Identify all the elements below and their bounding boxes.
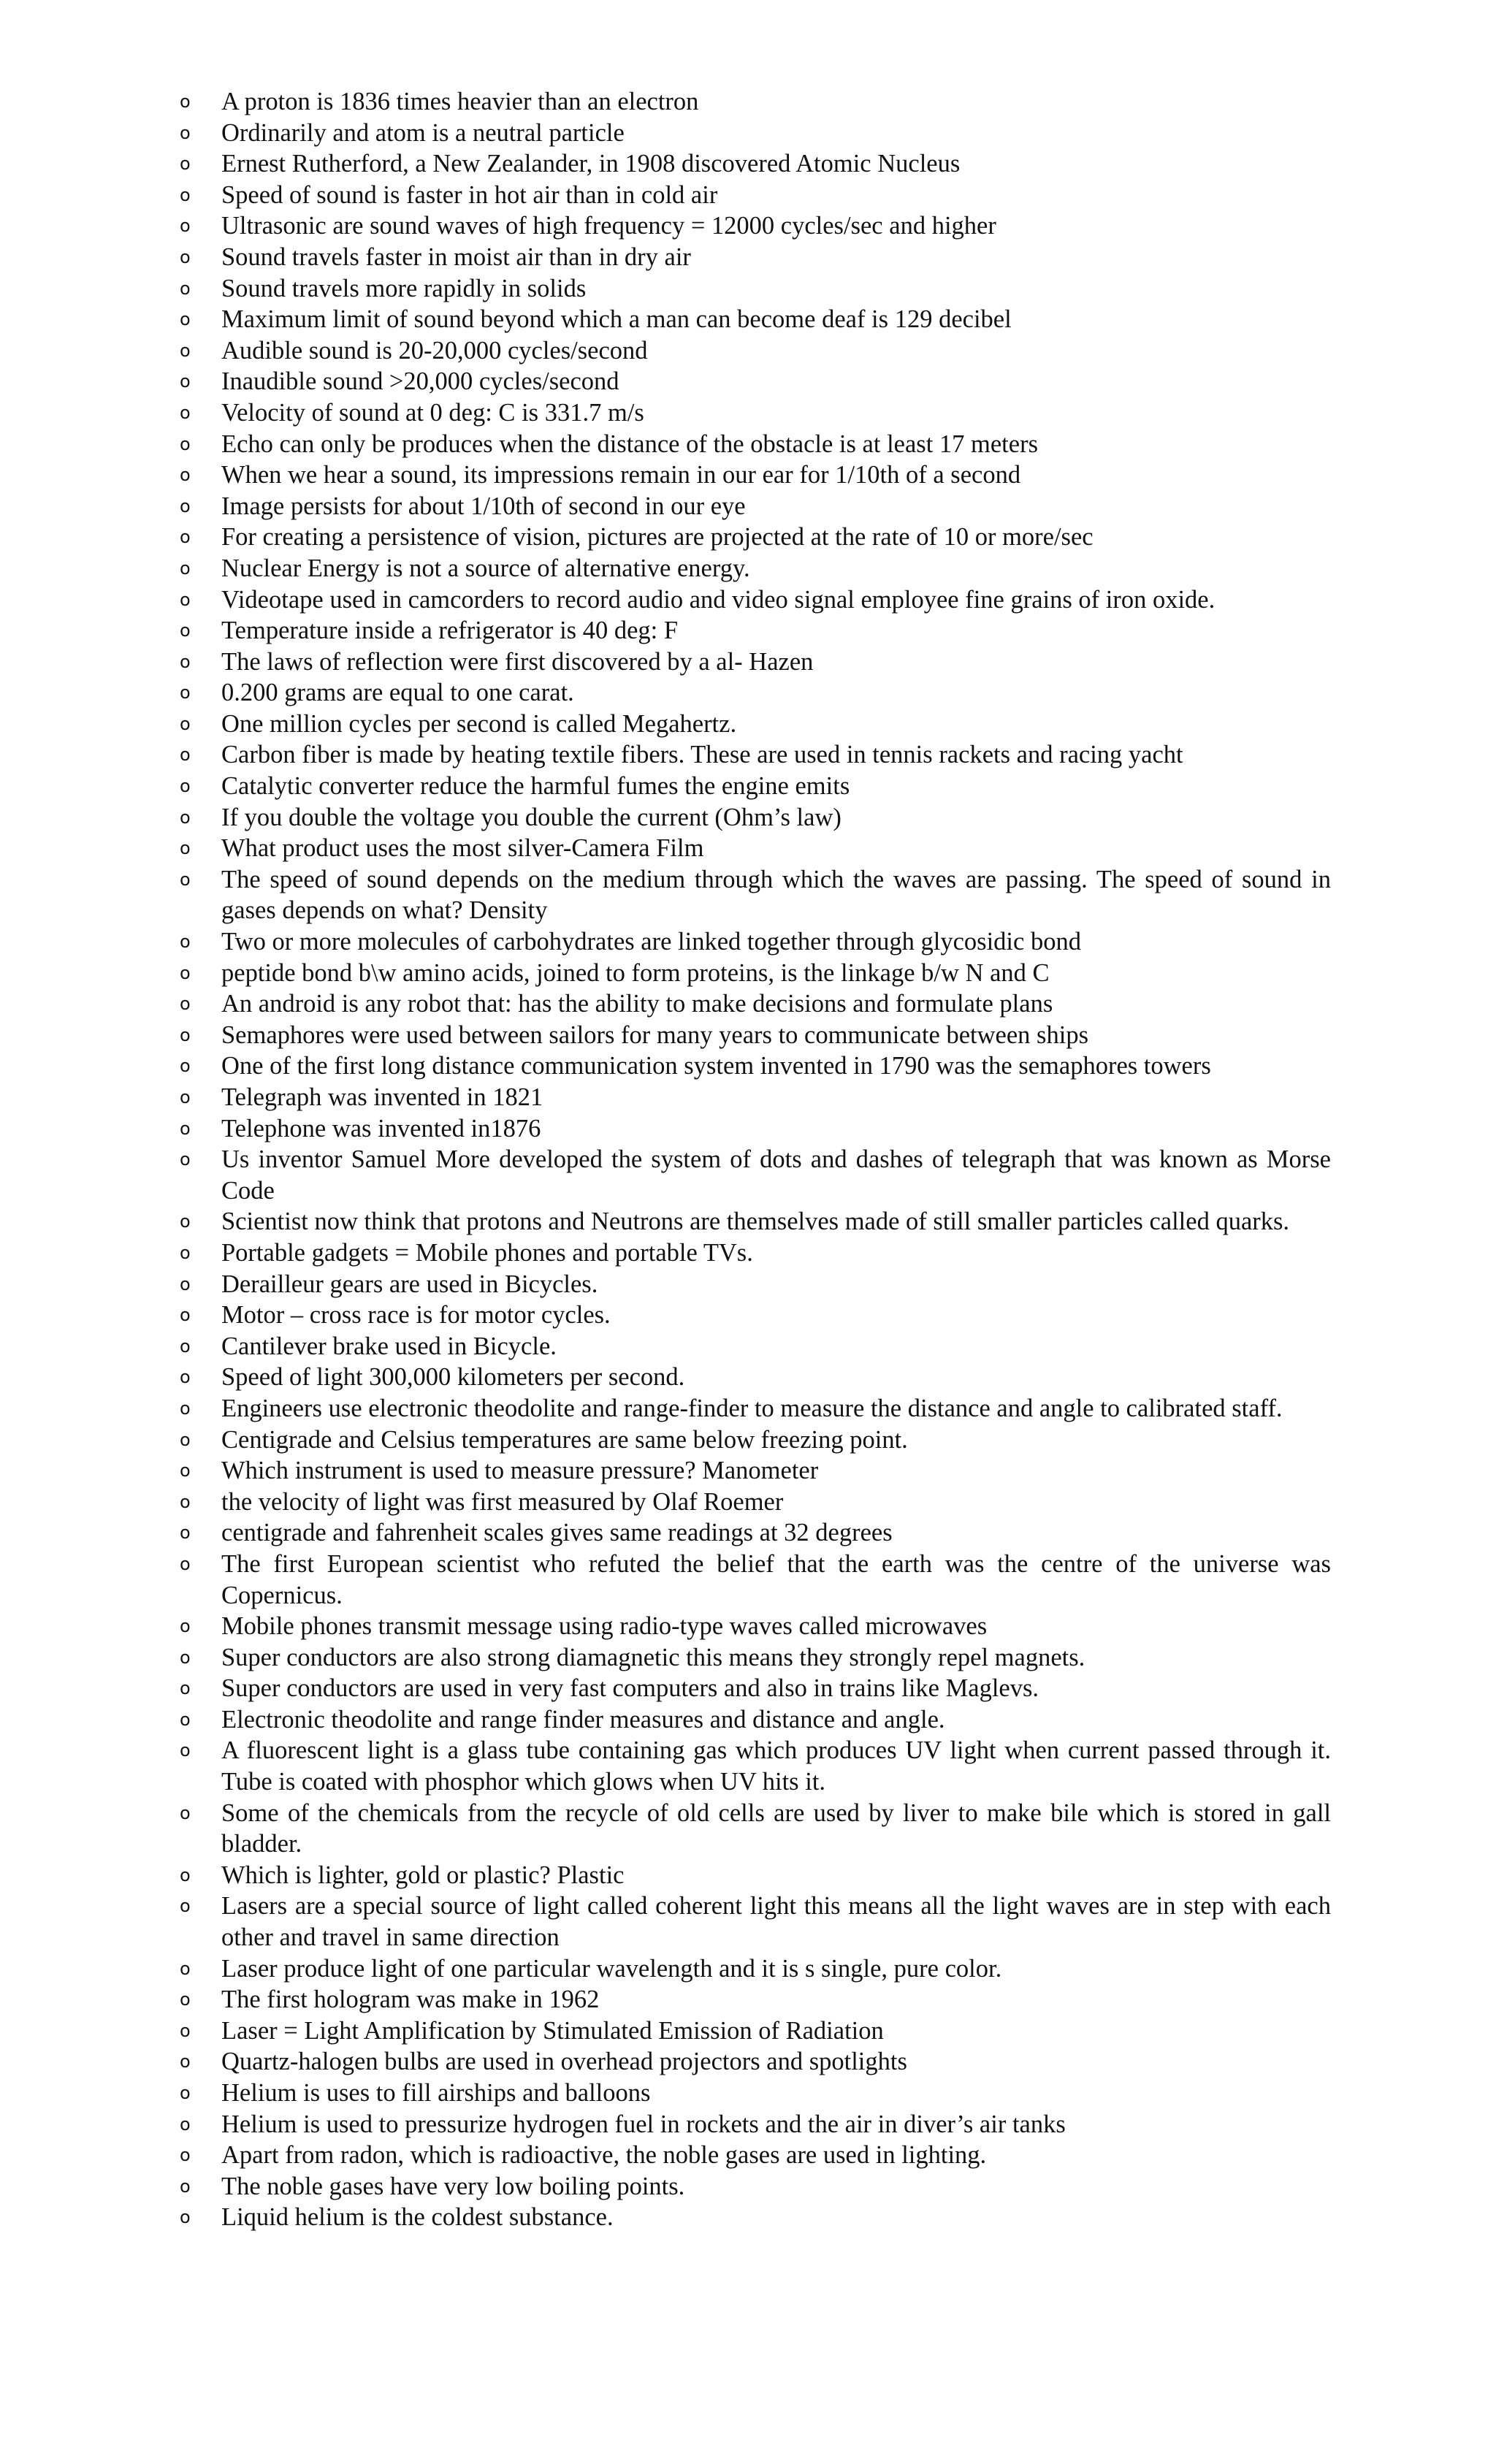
list-item-text: Velocity of sound at 0 deg: C is 331.7 m/s [221, 398, 644, 427]
list-item [180, 646, 1331, 678]
bullet-marker: o [180, 246, 191, 267]
list-item [180, 210, 1331, 242]
list-item-text: Super conductors are used in very fast computers and also in trains like Maglevs. [221, 1674, 1039, 1703]
list-item [180, 148, 1331, 180]
list-item-text: centigrade and fahrenheit scales gives same readings at 32 degrees [221, 1519, 893, 1547]
bullet-marker: o [180, 744, 191, 766]
list-item [180, 335, 1331, 367]
list-item-text: The noble gases have very low boiling points. [221, 2172, 685, 2200]
list-item-text: Engineers use electronic theodolite and range-finder to measure the distance and angle to calibrated staff. [221, 1394, 1283, 1422]
list-item [180, 1206, 1331, 1237]
list-item [180, 1269, 1331, 1300]
bullet-marker: o [180, 2020, 191, 2041]
list-item-text: Ordinarily and atom is a neutral particle [221, 118, 625, 147]
list-item-text: Laser produce light of one particular wavelength and it is s single, pure color. [221, 1954, 1002, 1983]
list-item-text: Telegraph was invented in 1821 [221, 1083, 543, 1111]
list-item [180, 1331, 1331, 1362]
list-item-text: Videotape used in camcorders to record audio and video signal employee fine grains of iron oxide. [221, 585, 1216, 614]
list-item-text: Lasers are a special source of light called coherent light this means all the light waves are in step with each other and travel in same direction [221, 1892, 1331, 1952]
bullet-marker: o [180, 153, 191, 175]
list-item-text: Telephone was invented in1876 [221, 1114, 541, 1143]
list-item-text: A fluorescent light is a glass tube containing gas which produces UV light when current passed through it. Tube is coated with phosphor which glows when UV hits it. [221, 1736, 1331, 1796]
bullet-marker: o [180, 682, 191, 703]
list-item [180, 1144, 1331, 1206]
bullet-marker: o [180, 2145, 191, 2166]
list-item [180, 1953, 1331, 1985]
list-item [180, 2109, 1331, 2140]
list-item [180, 1237, 1331, 1269]
list-item [180, 615, 1331, 646]
bullet-marker: o [180, 1367, 191, 1388]
list-item-text: Us inventor Samuel More developed the system of dots and dashes of telegraph that was known as Morse Code [221, 1145, 1331, 1205]
bullet-marker: o [180, 589, 191, 610]
bullet-marker: o [180, 1056, 191, 1077]
list-item-text: A proton is 1836 times heavier than an electron [221, 88, 699, 115]
list-item-text: Speed of light 300,000 kilometers per second. [221, 1363, 685, 1392]
list-item [180, 1673, 1331, 1704]
bullet-marker: o [180, 962, 191, 983]
list-item-text: An android is any robot that: has the ability to make decisions and formulate plans [221, 990, 1053, 1018]
list-item [180, 958, 1331, 989]
bullet-marker: o [180, 1024, 191, 1045]
list-item [180, 86, 1331, 118]
list-item [180, 522, 1331, 553]
bullet-marker: o [180, 1802, 191, 1823]
list-item [180, 2202, 1331, 2233]
list-item-text: Ernest Rutherford, a New Zealander, in 1908 discovered Atomic Nucleus [221, 150, 961, 178]
list-item [180, 677, 1331, 709]
list-item-text: Mobile phones transmit message using radio-type waves called microwaves [221, 1612, 988, 1641]
bullet-marker: o [180, 1740, 191, 1761]
list-item [180, 1455, 1331, 1487]
list-item-text: Sound travels more rapidly in solids [221, 274, 587, 302]
list-item-text: Temperature inside a refrigerator is 40 deg: F [221, 617, 679, 645]
list-item [180, 802, 1331, 834]
bullet-marker: o [180, 465, 191, 486]
bullet-marker: o [180, 1678, 191, 1699]
list-item [180, 584, 1331, 616]
list-item [180, 926, 1331, 958]
list-item-text: Scientist now think that protons and Neutrons are themselves made of still smaller particles called quarks. [221, 1208, 1290, 1236]
list-item-text: Quartz-halogen bulbs are used in overhead projectors and spotlights [221, 2048, 907, 2076]
bullet-marker: o [180, 931, 191, 953]
list-item-text: Helium is uses to fill airships and balloons [221, 2079, 651, 2107]
bullet-marker: o [180, 1864, 191, 1885]
bullet-marker: o [180, 1397, 191, 1419]
list-item-text: One million cycles per second is called Megahertz. [221, 709, 737, 738]
list-item-text: Some of the chemicals from the recycle of old cells are used by liver to make bile which is stored in gall bladder. [221, 1799, 1331, 1858]
list-item [180, 304, 1331, 335]
bullet-marker: o [180, 1989, 191, 2010]
bullet-marker: o [180, 1896, 191, 1917]
list-item [180, 1487, 1331, 1518]
list-item-text: What product uses the most silver-Camera Film [221, 834, 704, 863]
bullet-marker: o [180, 1149, 191, 1170]
bullet-marker: o [180, 1335, 191, 1357]
list-item [180, 1704, 1331, 1736]
bullet-marker: o [180, 278, 191, 299]
bullet-marker: o [180, 993, 191, 1015]
bullet-marker: o [180, 433, 191, 454]
list-item-text: Image persists for about 1/10th of second in our eye [221, 492, 746, 520]
list-item-text: The first European scientist who refuted the belief that the earth was the centre of the universe was Copernicus. [221, 1549, 1331, 1609]
list-item [180, 1611, 1331, 1642]
list-item-text: For creating a persistence of vision, pictures are projected at the rate of 10 or more/sec [221, 523, 1094, 552]
bullet-marker: o [180, 1958, 191, 1979]
bullet-marker: o [180, 1709, 191, 1730]
list-item [180, 1984, 1331, 2015]
list-item-text: Audible sound is 20-20,000 cycles/second [221, 336, 648, 365]
list-item-text: Laser = Light Amplification by Stimulated Emission of Radiation [221, 2016, 884, 2045]
list-item-text: Helium is used to pressurize hydrogen fuel in rockets and the air in diver’s air tanks [221, 2110, 1066, 2138]
list-item-text: 0.200 grams are equal to one carat. [221, 679, 574, 707]
list-item [180, 180, 1331, 211]
list-item [180, 491, 1331, 522]
bullet-marker: o [180, 340, 191, 361]
list-item-text: When we hear a sound, its impressions remain in our ear for 1/10th of a second [221, 461, 1021, 489]
list-item [180, 1860, 1331, 1891]
list-item [180, 709, 1331, 740]
list-item-text: Carbon fiber is made by heating textile fibers. These are used in tennis rackets and racing yacht [221, 741, 1183, 769]
list-item [180, 739, 1331, 771]
list-item [180, 1517, 1331, 1549]
bullet-marker: o [180, 1242, 191, 1263]
list-item [180, 1300, 1331, 1331]
list-item [180, 833, 1331, 864]
list-item [180, 1050, 1331, 1082]
bullet-marker: o [180, 91, 191, 112]
list-item [180, 2171, 1331, 2202]
bullet-marker: o [180, 215, 191, 237]
list-item [180, 242, 1331, 273]
list-item-text: Electronic theodolite and range finder measures and distance and angle. [221, 1705, 945, 1733]
list-item [180, 1113, 1331, 1145]
bullet-marker: o [180, 122, 191, 143]
bullet-marker: o [180, 1647, 191, 1668]
list-item-text: Motor – cross race is for motor cycles. [221, 1301, 611, 1330]
list-item-text: Semaphores were used between sailors for many years to communicate between ships [221, 1021, 1088, 1049]
list-item [180, 1798, 1331, 1860]
bullet-marker: o [180, 184, 191, 205]
list-item [180, 459, 1331, 491]
list-item [180, 273, 1331, 305]
bullet-marker: o [180, 838, 191, 859]
list-item-text: Which instrument is used to measure pressure? Manometer [221, 1457, 819, 1485]
list-item-text: Speed of sound is faster in hot air than in cold air [221, 180, 718, 209]
bullet-marker: o [180, 1273, 191, 1294]
list-item-text: The laws of reflection were first discovered by a al- Hazen [221, 647, 814, 676]
list-item [180, 988, 1331, 1020]
bullet-marker: o [180, 2113, 191, 2135]
bullet-marker: o [180, 1429, 191, 1450]
bullet-marker: o [180, 776, 191, 797]
list-item-text: Maximum limit of sound beyond which a man can become deaf is 129 decibel [221, 305, 1012, 334]
list-item-text: Centigrade and Celsius temperatures are same below freezing point. [221, 1425, 908, 1454]
bullet-marker: o [180, 309, 191, 330]
bullet-marker: o [180, 1211, 191, 1232]
list-item [180, 366, 1331, 397]
list-item-text: Derailleur gears are used in Bicycles. [221, 1270, 598, 1298]
list-item-text: Inaudible sound >20,000 cycles/second [221, 367, 619, 396]
bullet-marker: o [180, 557, 191, 579]
list-item [180, 2078, 1331, 2109]
fact-list [180, 86, 1331, 2233]
list-item [180, 553, 1331, 584]
bullet-marker: o [180, 402, 191, 423]
bullet-marker: o [180, 869, 191, 890]
list-item-text: Portable gadgets = Mobile phones and portable TVs. [221, 1238, 753, 1267]
bullet-marker: o [180, 2083, 191, 2103]
list-item [180, 1424, 1331, 1456]
list-item-text: If you double the voltage you double the current (Ohm’s law) [221, 803, 842, 831]
bullet-marker: o [180, 527, 191, 548]
bullet-marker: o [180, 713, 191, 734]
list-item [180, 429, 1331, 460]
list-item [180, 2015, 1331, 2047]
bullet-marker: o [180, 2207, 191, 2228]
list-item-text: the velocity of light was first measured by Olaf Roemer [221, 1487, 784, 1516]
list-item-text: The first hologram was make in 1962 [221, 1986, 600, 2014]
bullet-marker: o [180, 651, 191, 672]
list-item [180, 1891, 1331, 1953]
bullet-marker: o [180, 1118, 191, 1139]
list-item [180, 118, 1331, 149]
list-item [180, 1020, 1331, 1051]
list-item-text: Ultrasonic are sound waves of high frequency = 12000 cycles/sec and higher [221, 212, 996, 240]
bullet-marker: o [180, 371, 191, 392]
list-item [180, 2140, 1331, 2171]
list-item [180, 771, 1331, 802]
list-item-text: One of the first long distance communication system invented in 1790 was the semaphores towers [221, 1052, 1211, 1080]
list-item-text: Catalytic converter reduce the harmful fumes the engine emits [221, 772, 850, 801]
list-item [180, 1642, 1331, 1674]
bullet-marker: o [180, 1305, 191, 1326]
list-item-text: The speed of sound depends on the medium through which the waves are passing. The speed of sound in gases depends on what? Density [221, 865, 1331, 925]
list-item-text: Super conductors are also strong diamagnetic this means they strongly repel magnets. [221, 1643, 1085, 1671]
list-item-text: Cantilever brake used in Bicycle. [221, 1332, 557, 1360]
list-item-text: peptide bond b\w amino acids, joined to form proteins, is the linkage b/w N and C [221, 958, 1050, 987]
list-item [180, 1735, 1331, 1797]
bullet-marker: o [180, 2051, 191, 2072]
list-item [180, 1549, 1331, 1611]
list-item [180, 1393, 1331, 1424]
list-item-text: Echo can only be produces when the distance of the obstacle is at least 17 meters [221, 430, 1038, 458]
list-item-text: Nuclear Energy is not a source of alternative energy. [221, 554, 750, 582]
bullet-marker: o [180, 1460, 191, 1481]
list-item [180, 1362, 1331, 1393]
bullet-marker: o [180, 1616, 191, 1637]
list-item [180, 864, 1331, 926]
list-item [180, 397, 1331, 429]
list-item-text: Two or more molecules of carbohydrates are linked together through glycosidic bond [221, 928, 1081, 956]
list-item [180, 1082, 1331, 1113]
bullet-marker: o [180, 2175, 191, 2197]
bullet-marker: o [180, 495, 191, 516]
bullet-marker: o [180, 806, 191, 828]
list-item-text: Which is lighter, gold or plastic? Plastic [221, 1861, 625, 1889]
bullet-marker: o [180, 620, 191, 641]
bullet-marker: o [180, 1087, 191, 1107]
bullet-marker: o [180, 1522, 191, 1544]
list-item [180, 2046, 1331, 2078]
bullet-marker: o [180, 1553, 191, 1574]
list-item-text: Apart from radon, which is radioactive, the noble gases are used in lighting. [221, 2141, 987, 2170]
list-item-text: Sound travels faster in moist air than in dry air [221, 243, 691, 271]
list-item-text: Liquid helium is the coldest substance. [221, 2203, 614, 2232]
bullet-marker: o [180, 1491, 191, 1512]
